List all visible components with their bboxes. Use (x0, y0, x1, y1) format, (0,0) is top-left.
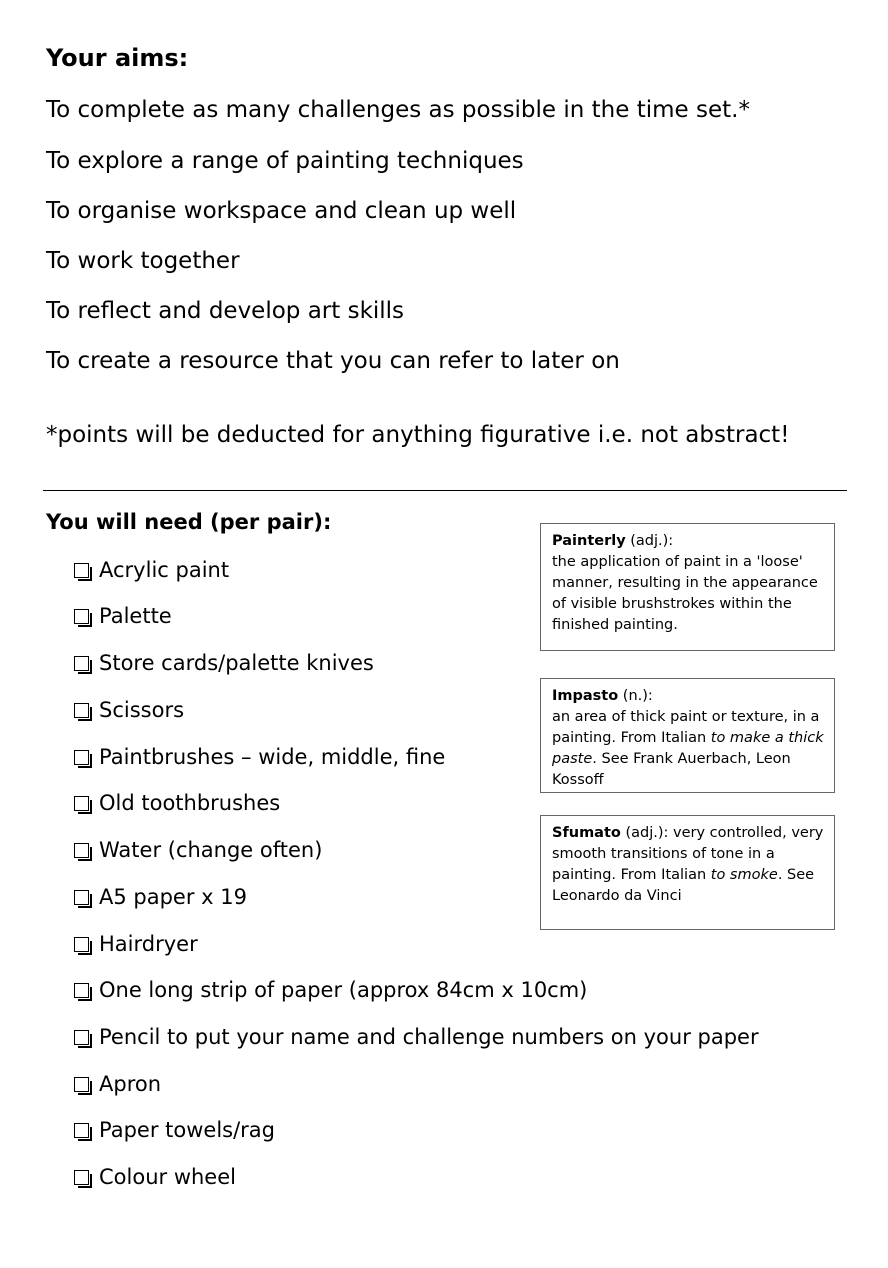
checklist-item (74, 978, 587, 1002)
checkbox-icon (74, 656, 89, 671)
checklist-item-label: Old toothbrushes (99, 791, 281, 815)
checklist-item-label: Palette (99, 604, 172, 628)
section-divider (43, 490, 847, 491)
checkbox-icon (74, 1123, 89, 1138)
glossary-definition: an area of thick paint or texture, in a painting. From Italian (552, 709, 820, 746)
checklist-item (74, 838, 322, 862)
checklist-item-label: Paper towels/rag (99, 1118, 276, 1142)
checkbox-icon (74, 750, 89, 765)
aim-item: To work together (46, 248, 240, 274)
glossary-term: Painterly (552, 533, 626, 549)
checkbox-icon (74, 1077, 89, 1092)
glossary-painterly (540, 523, 835, 651)
checklist-item-label: Apron (99, 1072, 162, 1096)
checklist-item-label: One long strip of paper (approx 84cm x 10cm) (99, 978, 588, 1002)
checklist-item-label: Scissors (99, 698, 185, 722)
glossary-term: Sfumato (552, 825, 621, 841)
aims-footnote: *points will be deducted for anything figurative i.e. not abstract! (46, 422, 790, 448)
checkbox-icon (74, 843, 89, 858)
glossary-sfumato (540, 815, 835, 930)
checklist-item (74, 791, 280, 815)
glossary-definition: the application of paint in a 'loose' manner, resulting in the appearance of visible brushstrokes within the finished painting. (552, 554, 818, 633)
checklist-item (74, 745, 445, 769)
checkbox-icon (74, 1030, 89, 1045)
checkbox-icon (74, 563, 89, 578)
checkbox-icon (74, 937, 89, 952)
checklist-item (74, 698, 184, 722)
aim-item: To reflect and develop art skills (46, 298, 405, 324)
aim-item: To explore a range of painting techniques (46, 148, 524, 174)
glossary-pos: (adj.): (625, 533, 674, 549)
needs-heading: You will need (per pair): (46, 510, 332, 534)
checklist-item-label: A5 paper x 19 (99, 885, 247, 909)
checklist-item (74, 604, 172, 628)
glossary-term: Impasto (552, 688, 619, 704)
checklist-item-label: Pencil to put your name and challenge numbers on your paper (99, 1025, 759, 1049)
glossary-definition-end: . See Leonardo da Vinci (552, 867, 815, 904)
checklist-item-label: Hairdryer (99, 932, 198, 956)
checklist-item (74, 1072, 161, 1096)
checkbox-icon (74, 609, 89, 624)
checkbox-icon (74, 1170, 89, 1185)
checklist-item-label: Water (change often) (99, 838, 323, 862)
aims-heading: Your aims: (46, 44, 189, 72)
checkbox-icon (74, 703, 89, 718)
checklist-item-label: Paintbrushes – wide, middle, fine (99, 745, 446, 769)
glossary-pos: (n.): (618, 688, 653, 704)
checklist-item-label: Acrylic paint (99, 558, 230, 582)
checklist-item (74, 1118, 275, 1142)
aim-item: To organise workspace and clean up well (46, 198, 517, 224)
checklist-item-label: Colour wheel (99, 1165, 236, 1189)
checkbox-icon (74, 983, 89, 998)
checkbox-icon (74, 796, 89, 811)
checklist-item (74, 885, 247, 909)
glossary-italic-phrase: to smoke (710, 867, 778, 883)
glossary-definition-end: . See Frank Auerbach, Leon Kossoff (552, 751, 791, 788)
glossary-pos: (adj.): (620, 825, 674, 841)
checklist-item (74, 1025, 759, 1049)
checkbox-icon (74, 890, 89, 905)
glossary-definition: very controlled, very smooth transitions of tone in a painting. From Italian (552, 825, 824, 883)
aim-item: To complete as many challenges as possible in the time set.* (46, 97, 750, 123)
glossary-italic-phrase: to make a thick paste (552, 730, 824, 767)
checklist-item (74, 1165, 236, 1189)
checklist-item (74, 651, 374, 675)
checklist-item (74, 558, 229, 582)
checklist-item-label: Store cards/palette knives (99, 651, 374, 675)
glossary-impasto (540, 678, 835, 793)
checklist-item (74, 932, 198, 956)
aim-item: To create a resource that you can refer to later on (46, 348, 620, 374)
